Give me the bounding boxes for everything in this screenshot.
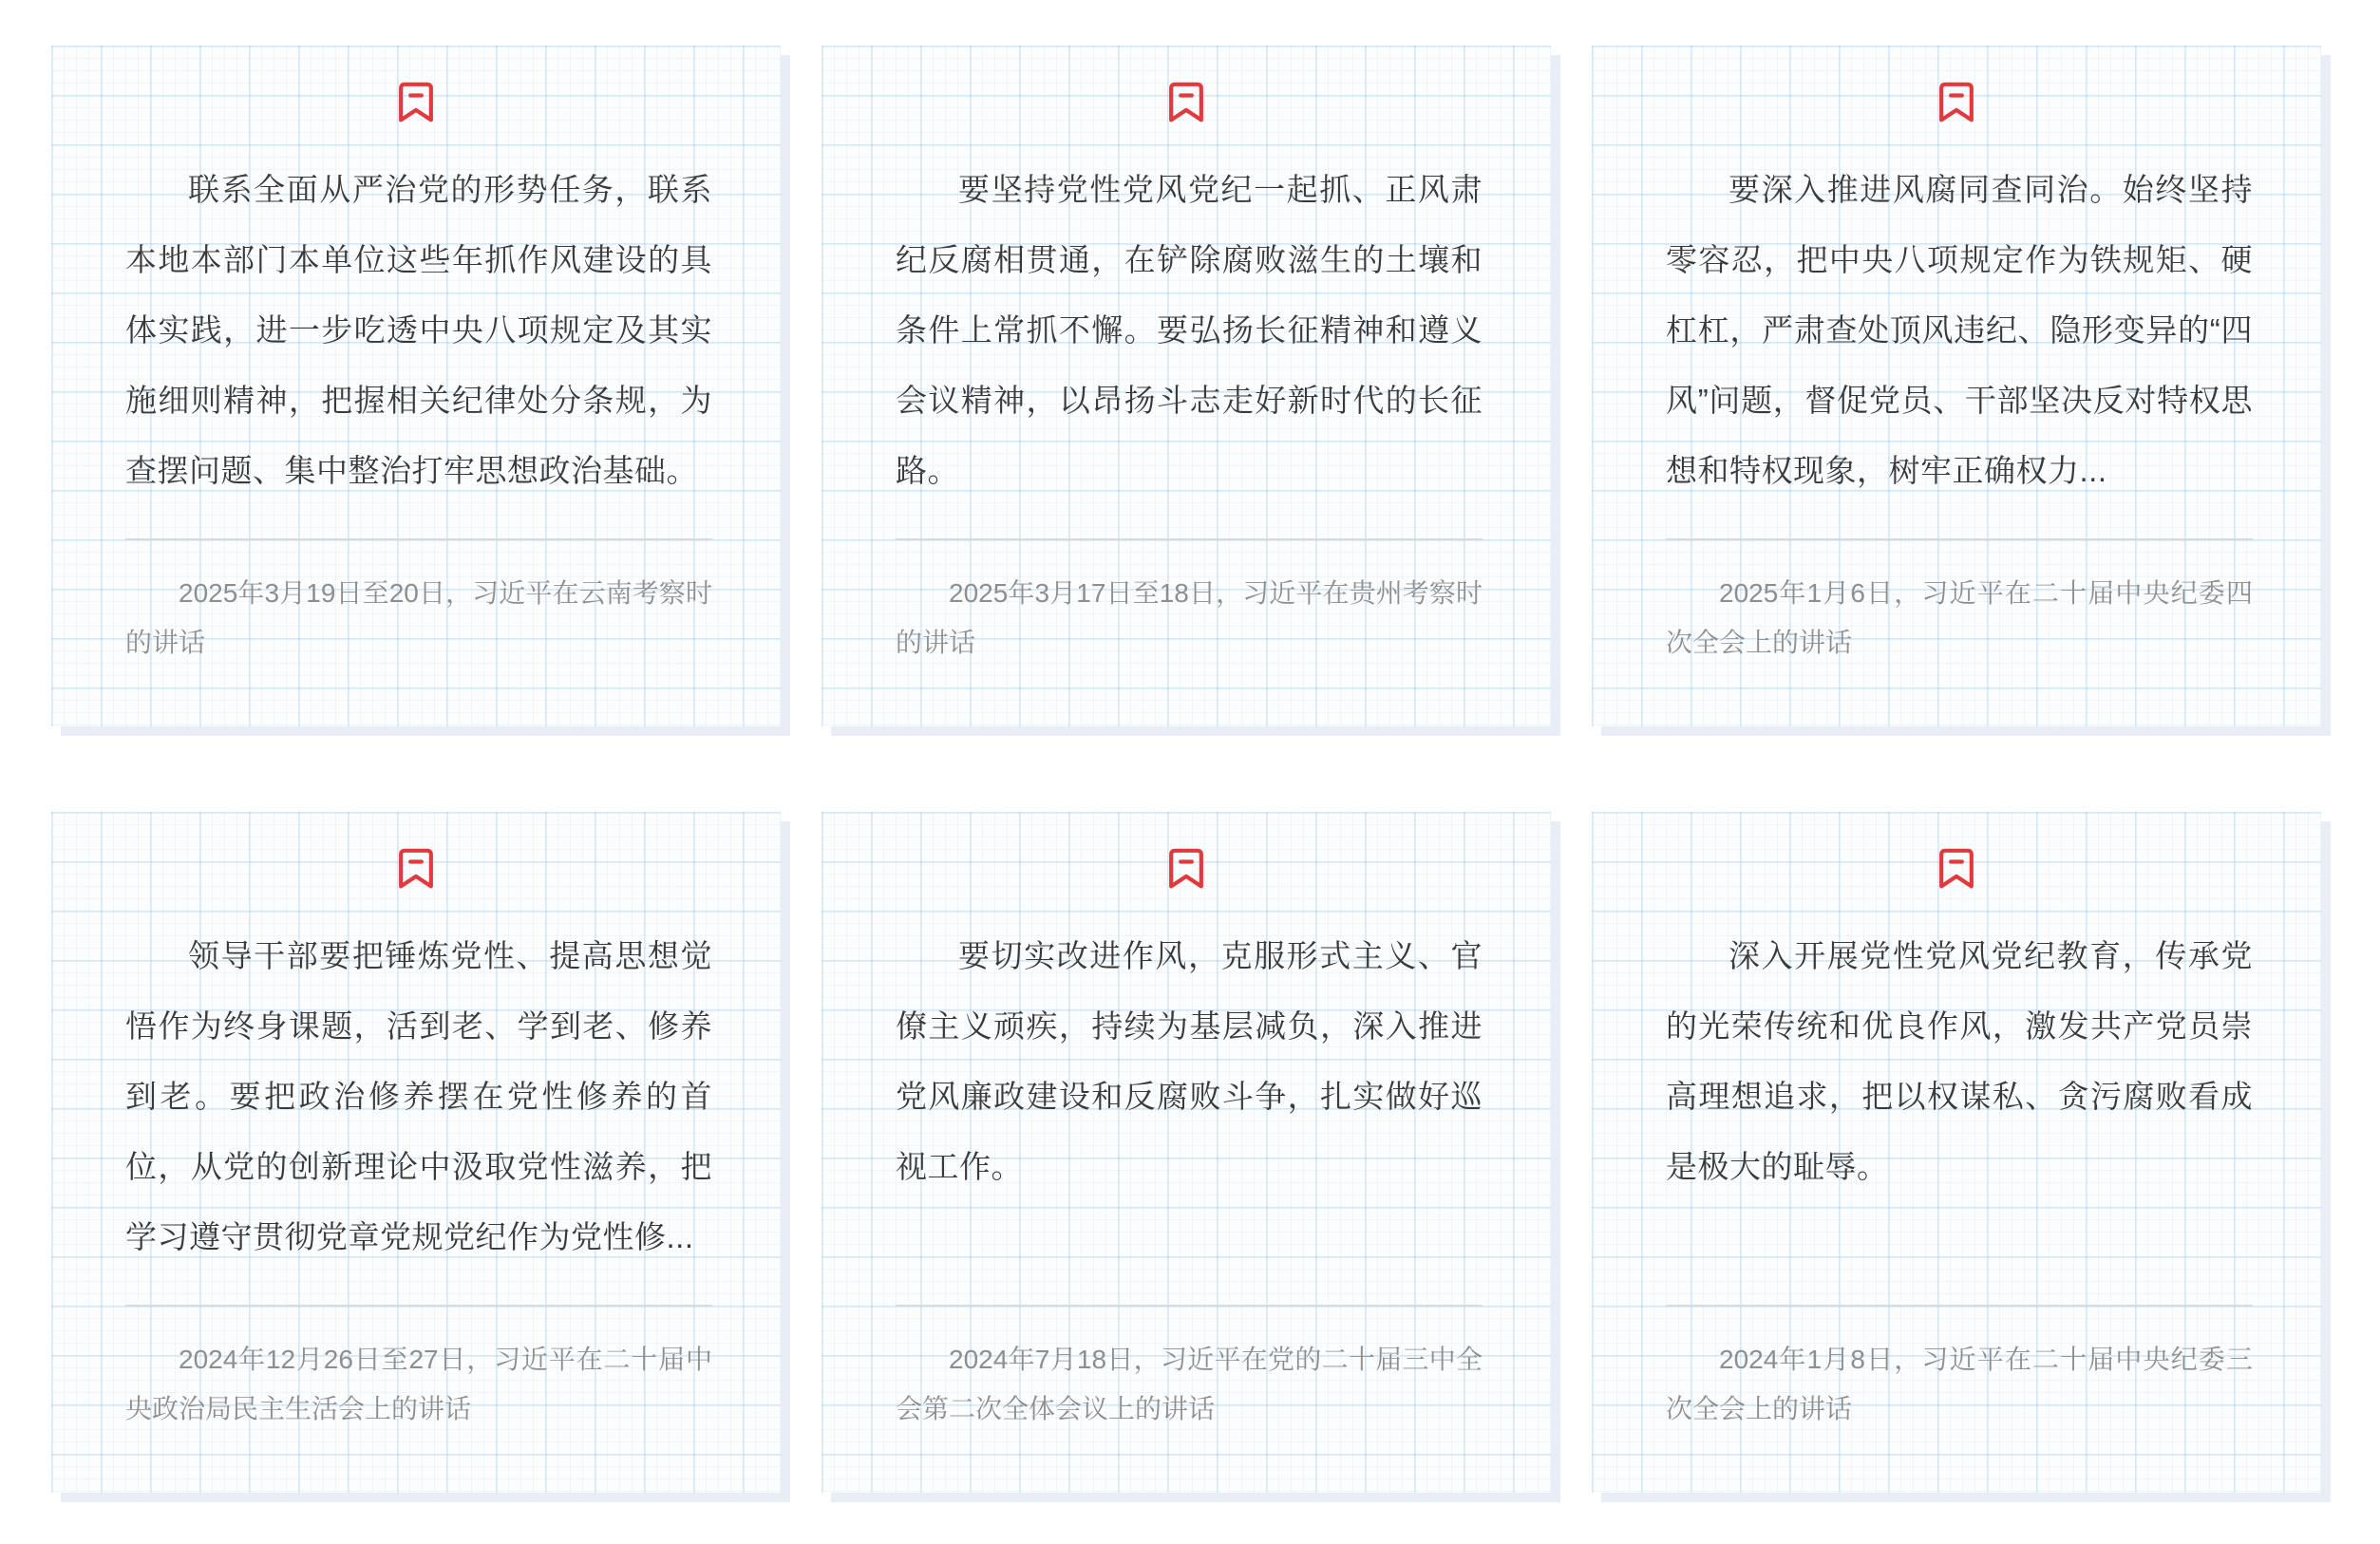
divider	[896, 538, 1483, 540]
bookmark-icon	[1937, 846, 1975, 892]
bookmark-icon	[397, 846, 435, 892]
quote-source: 2025年1月6日，习近平在二十届中央纪委四次全会上的讲话	[1666, 578, 2253, 657]
divider	[1666, 538, 2253, 540]
quote-text: 要坚持党性党风党纪一起抓、正风肃纪反腐相贯通，在铲除腐败滋生的土壤和条件上常抓不懈。要弘扬长征精神和遵义会议精神，以昂扬斗志走好新时代的长征路。	[896, 172, 1483, 488]
quote-text: 联系全面从严治党的形势任务，联系本地本部门本单位这些年抓作风建设的具体实践，进一步吃透中央八项规定及其实施细则精神，把握相关纪律处分条规，为查摆问题、集中整治打牢思想政治基础。	[125, 172, 712, 488]
bookmark-icon	[1937, 80, 1975, 125]
quote-source: 2025年3月19日至20日，习近平在云南考察时的讲话	[125, 578, 712, 657]
bookmark-icon	[1167, 80, 1205, 125]
divider	[1666, 1305, 2253, 1307]
quote-source: 2024年7月18日，习近平在党的二十届三中全会第二次全体会议上的讲话	[896, 1345, 1483, 1423]
quote-card[interactable]	[822, 46, 1551, 726]
quote-card[interactable]	[51, 812, 781, 1493]
divider	[125, 1305, 712, 1307]
quote-card[interactable]	[822, 812, 1551, 1493]
bookmark-icon	[397, 80, 435, 125]
quote-source: 2024年1月8日，习近平在二十届中央纪委三次全会上的讲话	[1666, 1345, 2253, 1423]
quote-text: 要切实改进作风，克服形式主义、官僚主义顽疾，持续为基层减负，深入推进党风廉政建设和反腐败斗争，扎实做好巡视工作。	[896, 938, 1483, 1184]
quote-text: 领导干部要把锤炼党性、提高思想觉悟作为终身课题，活到老、学到老、修养到老。要把政治修养摆在党性修养的首位，从党的创新理论中汲取党性滋养，把学习遵守贯彻党章党规党纪作为党性修...	[125, 938, 712, 1254]
bookmark-icon	[1167, 846, 1205, 892]
quote-text: 要深入推进风腐同查同治。始终坚持零容忍，把中央八项规定作为铁规矩、硬杠杠，严肃查处顶风违纪、隐形变异的“四风”问题，督促党员、干部坚决反对特权思想和特权现象，树牢正确权力...	[1666, 172, 2253, 488]
quote-card[interactable]	[1592, 46, 2321, 726]
quote-card[interactable]	[51, 46, 781, 726]
divider	[125, 538, 712, 540]
quote-card-grid	[51, 46, 2321, 1493]
quote-source: 2024年12月26日至27日，习近平在二十届中央政治局民主生活会上的讲话	[125, 1345, 712, 1423]
quote-card[interactable]	[1592, 812, 2321, 1493]
quote-text: 深入开展党性党风党纪教育，传承党的光荣传统和优良作风，激发共产党员崇高理想追求，把以权谋私、贪污腐败看成是极大的耻辱。	[1666, 938, 2253, 1184]
quote-source: 2025年3月17日至18日，习近平在贵州考察时的讲话	[896, 578, 1483, 657]
divider	[896, 1305, 1483, 1307]
